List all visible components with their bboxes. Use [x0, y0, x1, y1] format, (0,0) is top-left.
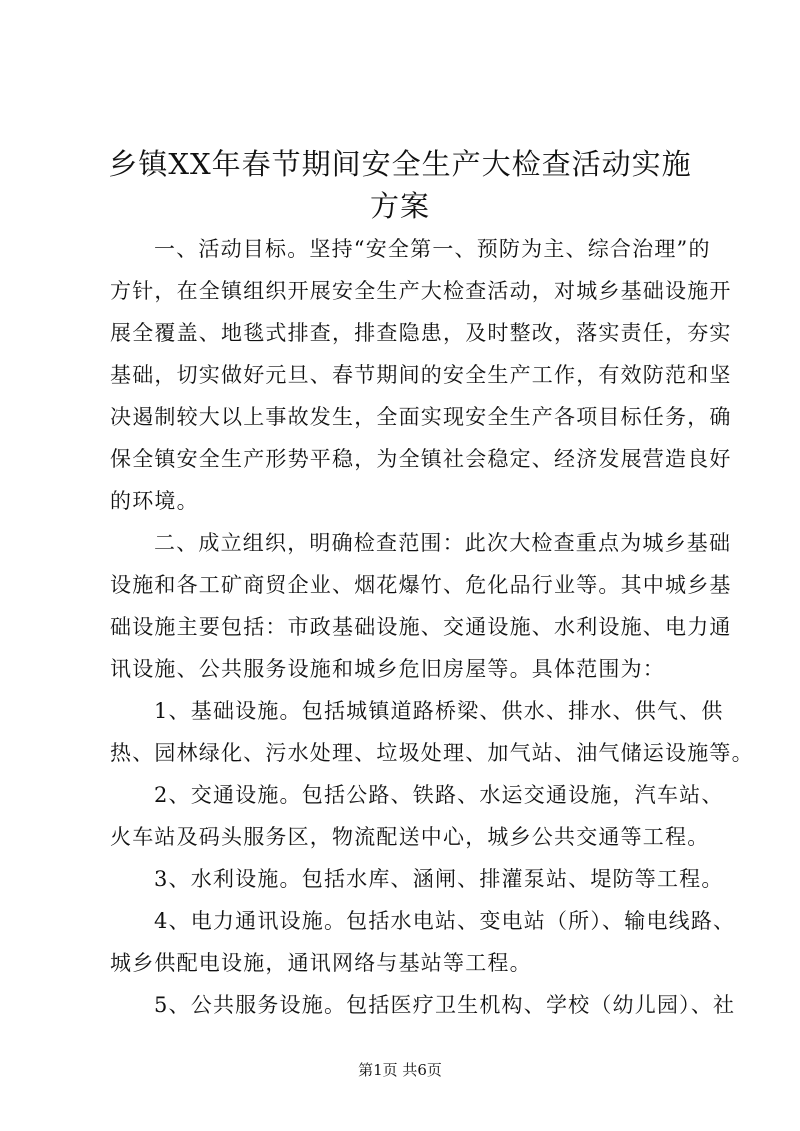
document-title: 乡镇XX年春节期间安全生产大检查活动实施	[108, 147, 692, 181]
paragraph-line: 3、水利设施。包括水库、涵闸、排灌泵站、堤防等工程。	[154, 867, 724, 891]
page-indicator: 第1页 共6页	[358, 1061, 442, 1079]
paragraph-line: 的环境。	[110, 489, 199, 513]
document-title-continued: 方案	[369, 189, 430, 223]
paragraph-line: 二、成立组织，明确检查范围：此次大检查重点为城乡基础	[154, 531, 732, 555]
paragraph-line: 决遏制较大以上事故发生，全面实现安全生产各项目标任务，确	[110, 405, 732, 429]
paragraph-line: 火车站及码头服务区，物流配送中心，城乡公共交通等工程。	[110, 825, 710, 849]
paragraph-line: 保全镇安全生产形势平稳，为全镇社会稳定、经济发展营造良好	[110, 447, 732, 471]
paragraph-line: 1、基础设施。包括城镇道路桥梁、供水、排水、供气、供	[154, 699, 724, 723]
paragraph-line: 4、电力通讯设施。包括水电站、变电站（所）、输电线路、	[154, 909, 736, 933]
paragraph-line: 展全覆盖、地毯式排查，排查隐患，及时整改，落实责任，夯实	[110, 321, 732, 345]
paragraph-line: 热、园林绿化、污水处理、垃圾处理、加气站、油气储运设施等。	[110, 741, 754, 765]
paragraph-line: 设施和各工矿商贸企业、烟花爆竹、危化品行业等。其中城乡基	[110, 573, 732, 597]
paragraph-line: 讯设施、公共服务设施和城乡危旧房屋等。具体范围为：	[110, 657, 665, 681]
paragraph-line: 基础，切实做好元旦、春节期间的安全生产工作，有效防范和坚	[110, 363, 732, 387]
paragraph-line: 础设施主要包括：市政基础设施、交通设施、水利设施、电力通	[110, 615, 732, 639]
paragraph-line: 2、交通设施。包括公路、铁路、水运交通设施，汽车站、	[154, 783, 724, 807]
paragraph-line: 城乡供配电设施，通讯网络与基站等工程。	[110, 951, 532, 975]
paragraph-line: 一、活动目标。坚持“安全第一、预防为主、综合治理”的	[154, 237, 711, 261]
paragraph-line: 方针，在全镇组织开展安全生产大检查活动，对城乡基础设施开	[110, 279, 732, 303]
paragraph-line: 5、公共服务设施。包括医疗卫生机构、学校（幼儿园）、社	[154, 993, 736, 1017]
